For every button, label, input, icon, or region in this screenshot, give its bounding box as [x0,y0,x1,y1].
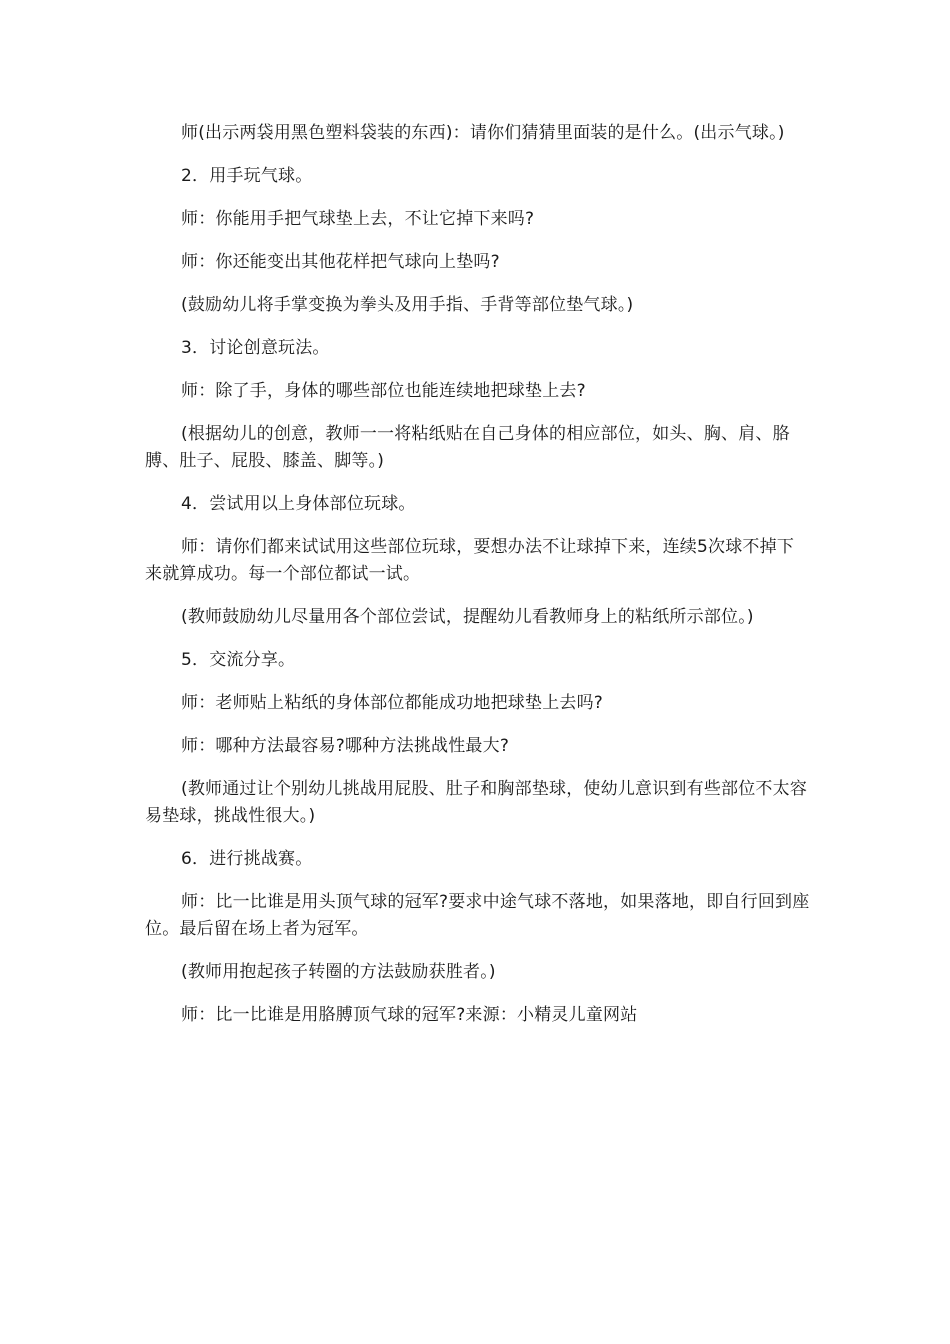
step-heading-2: 2．用手玩气球。 [181,166,313,186]
activity-note: (教师通过让个别幼儿挑战用屁股、肚子和胸部垫球，使幼儿意识到有些部位不太容易垫球，挑战性很大。) [145,779,808,826]
step-heading-6: 6．进行挑战赛。 [181,849,313,869]
activity-note: (根据幼儿的创意，教师一一将粘纸贴在自己身体的相应部位，如头、胸、肩、胳膊、肚子、屁股、膝盖、脚等。) [145,424,790,471]
step-heading-5: 5．交流分享。 [181,650,296,670]
teacher-question: 师：你还能变出其他花样把气球向上垫吗? [181,252,500,272]
teacher-instruction: 师：比一比谁是用头顶气球的冠军?要求中途气球不落地，如果落地，即自行回到座位。最后留在场上者为冠军。 [145,892,810,939]
teacher-instruction: 师：请你们都来试试用这些部位玩球，要想办法不让球掉下来，连续5次球不掉下来就算成功。每一个部位都试一试。 [145,537,795,584]
teacher-question: 师：老师贴上粘纸的身体部位都能成功地把球垫上去吗? [181,693,604,713]
teacher-question-source: 师：比一比谁是用胳膊顶气球的冠军?来源：小精灵儿童网站 [181,1005,638,1025]
step-heading-3: 3．讨论创意玩法。 [181,338,330,358]
document-body [145,120,810,1045]
paragraph-intro: 师(出示两袋用黑色塑料袋装的东西)：请你们猜猜里面装的是什么。(出示气球。) [181,123,785,143]
step-heading-4: 4．尝试用以上身体部位玩球。 [181,494,416,514]
activity-note: (鼓励幼儿将手掌变换为拳头及用手指、手背等部位垫气球。) [181,295,634,315]
activity-note: (教师鼓励幼儿尽量用各个部位尝试，提醒幼儿看教师身上的粘纸所示部位。) [181,607,754,627]
teacher-question: 师：除了手，身体的哪些部位也能连续地把球垫上去? [181,381,586,401]
teacher-question: 师：哪种方法最容易?哪种方法挑战性最大? [181,736,510,756]
activity-note: (教师用抱起孩子转圈的方法鼓励获胜者。) [181,962,496,982]
teacher-question: 师：你能用手把气球垫上去，不让它掉下来吗? [181,209,535,229]
